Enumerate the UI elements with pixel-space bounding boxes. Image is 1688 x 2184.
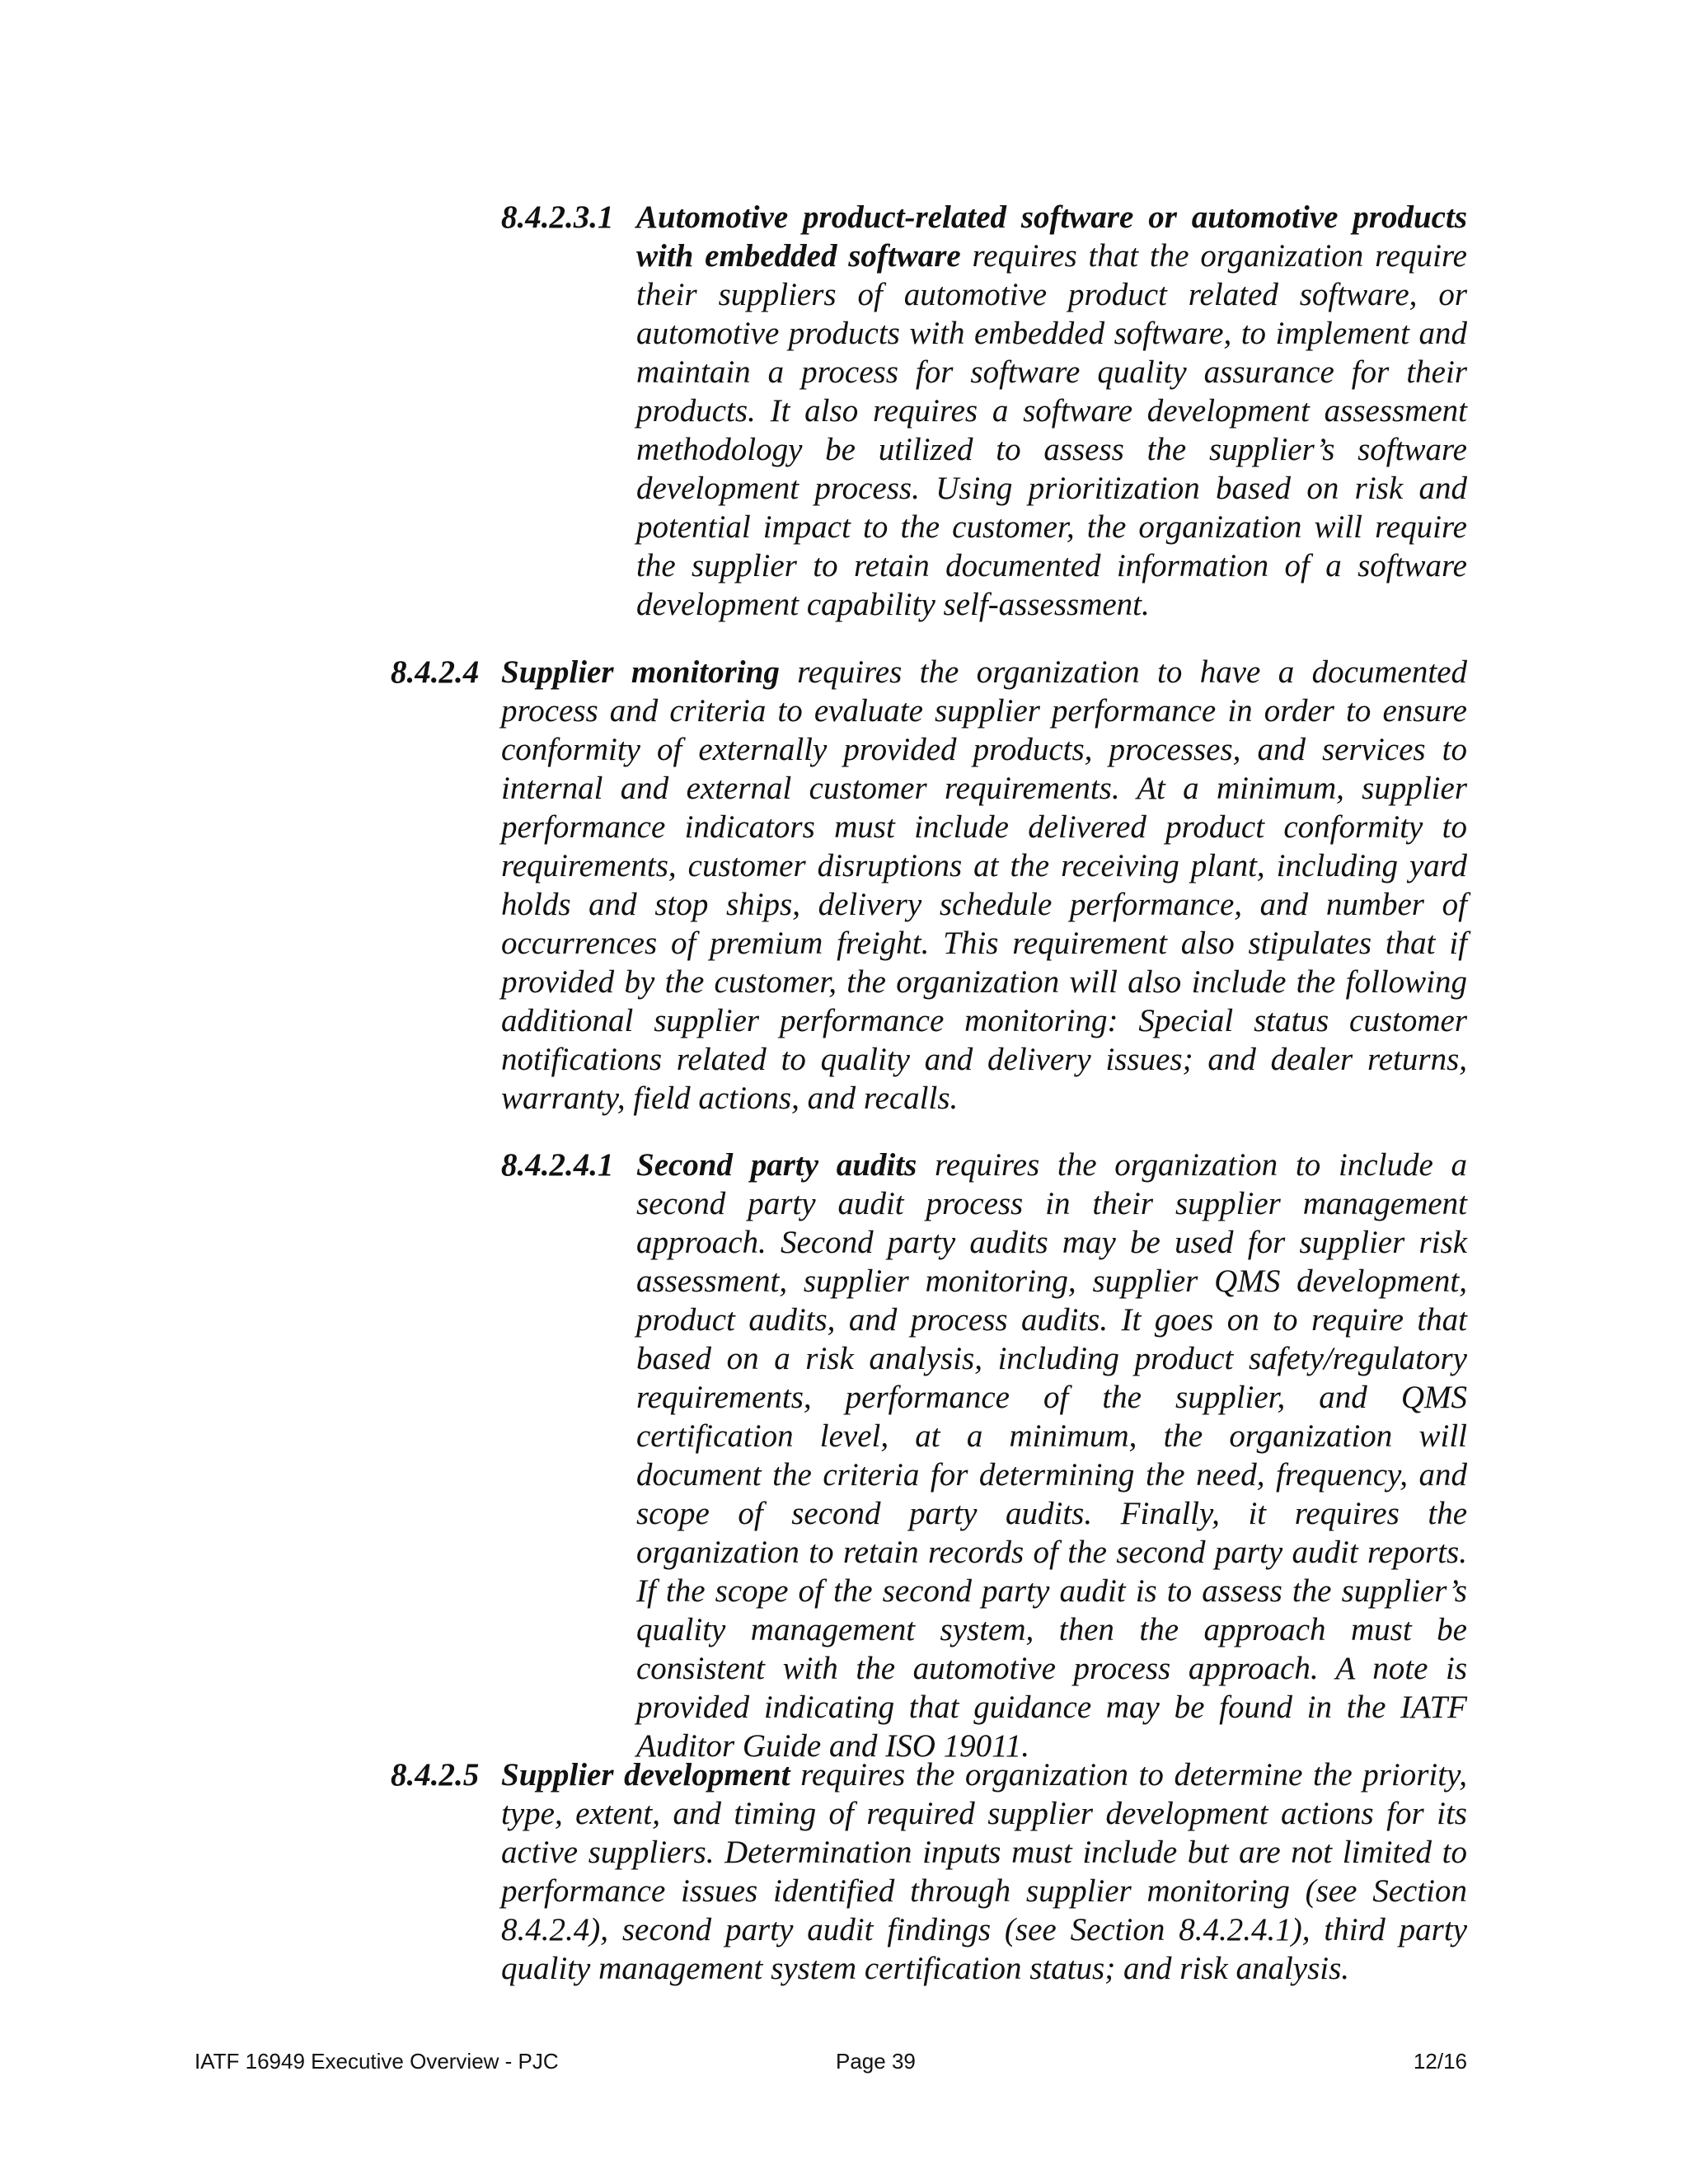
section-title: Supplier development — [501, 1757, 790, 1793]
section-8-4-2-5 — [391, 1755, 1467, 1988]
section-number: 8.4.2.5 — [391, 1757, 480, 1793]
section-title: Supplier monitoring — [501, 654, 780, 690]
section-number: 8.4.2.3.1 — [501, 199, 614, 235]
section-8-4-2-4-1 — [501, 1146, 1467, 1765]
section-text — [636, 198, 1467, 624]
footer-document-title: IATF 16949 Executive Overview - PJC — [195, 2049, 559, 2074]
page-footer — [195, 2047, 1467, 2075]
section-body: requires that the organization require their suppliers of automotive product related software, or automotive products with embedded software, to implement and maintain a process for software quality assurance for their products. It also requires a software development assessment methodology be utilized to assess the supplier’s software development process. Using prioritization based on risk and potential impact to the customer, the organization will require the supplier to retain documented information of a software development capability self-assessment. — [636, 238, 1467, 622]
section-title: Second party audits — [636, 1147, 917, 1183]
section-number: 8.4.2.4.1 — [501, 1147, 614, 1183]
footer-date: 12/16 — [1413, 2049, 1467, 2074]
section-text — [501, 653, 1467, 1118]
section-body: requires the organization to include a second party audit process in their supplier management approach. Second party audits may be used for supplier risk assessment, supplier monitoring, supplier QMS development, product audits, and process audits. It goes on to require that based on a risk analysis, including product safety/regulatory requirements, performance of the supplier, and QMS certification level, at a minimum, the organization will document the criteria for determining the need, frequency, and scope of second party audits. Finally, it requires the organization to retain records of the second party audit reports. If the scope of the second party audit is to assess the supplier’s quality management system, then the approach must be consistent with the automotive process approach. A note is provided indicating that guidance may be found in the IATF Auditor Guide and ISO 19011. — [636, 1147, 1467, 1764]
section-body: requires the organization to determine the priority, type, extent, and timing of required supplier development actions for its active suppliers. Determination inputs must include but are not limited to performance issues identified through supplier monitoring (see Section 8.4.2.4), second party audit findings (see Section 8.4.2.4.1), third party quality management system certification status; and risk analysis. — [501, 1757, 1467, 1986]
footer-page-number: Page 39 — [836, 2049, 916, 2074]
section-title: Automotive product-related software or automotive products with embedded software — [636, 199, 1467, 274]
section-body: requires the organization to have a documented process and criteria to evaluate supplier performance in order to ensure conformity of externally provided products, processes, and services to internal and external customer requirements. At a minimum, supplier performance indicators must include delivered product conformity to requirements, customer disruptions at the receiving plant, including yard holds and stop ships, delivery schedule performance, and number of occurrences of premium freight. This requirement also stipulates that if provided by the customer, the organization will also include the following additional supplier performance monitoring: Special status customer notifications related to quality and delivery issues; and dealer returns, warranty, field actions, and recalls. — [501, 654, 1468, 1116]
section-8-4-2-3-1 — [501, 198, 1467, 624]
section-8-4-2-4 — [391, 653, 1467, 1118]
section-text — [501, 1755, 1467, 1988]
section-number: 8.4.2.4 — [391, 654, 480, 690]
section-text — [636, 1146, 1467, 1765]
